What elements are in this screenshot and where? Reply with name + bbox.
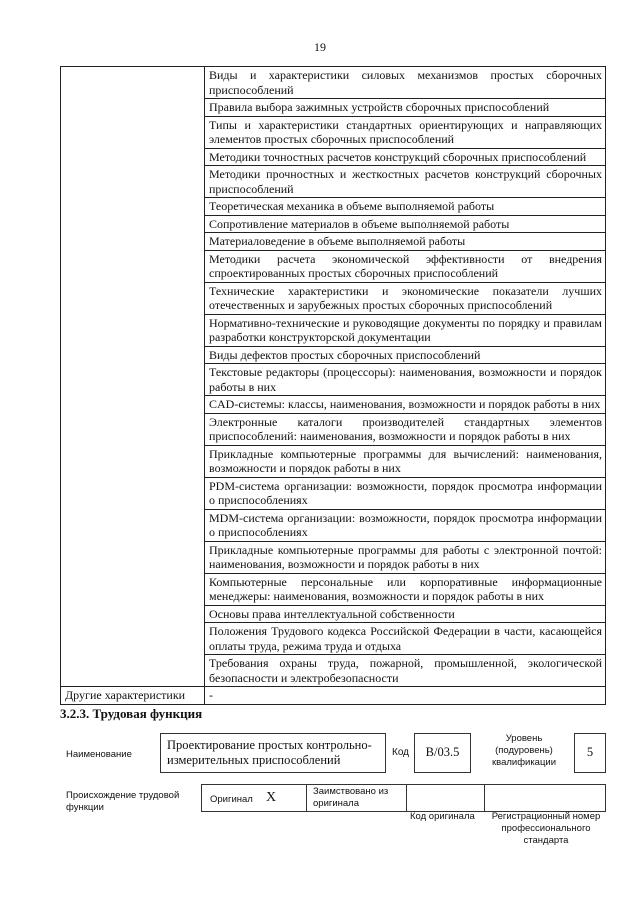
knowledge-table <box>60 66 606 705</box>
table-row <box>61 166 606 198</box>
table-row <box>61 314 606 346</box>
knowledge-item: Методики расчета экономической эффективности от внедрения спроектированных простых сборочных приспособлений <box>205 250 606 282</box>
knowledge-item: Типы и характеристики стандартных ориентирующих и направляющих элементов простых сборочных приспособлений <box>205 116 606 148</box>
level-label: Уровень (подуровень) квалификации <box>491 733 557 768</box>
row-label-cell <box>61 314 205 346</box>
knowledge-item: Прикладные компьютерные программы для вычислений: наименования, возможности и порядок работы в них <box>205 445 606 477</box>
other-value: - <box>205 687 606 705</box>
table-row <box>61 541 606 573</box>
knowledge-item: Методики точностных расчетов конструкций сборочных приспособлений <box>205 148 606 166</box>
code-value: B/03.5 <box>425 745 460 759</box>
name-value: Проектирование простых контрольно-измерительных приспособлений <box>167 738 372 767</box>
table-row <box>61 198 606 216</box>
table-row <box>61 396 606 414</box>
knowledge-item: Требования охраны труда, пожарной, промышленной, экологической безопасности и электробезопасности <box>205 655 606 687</box>
table-row <box>61 509 606 541</box>
row-label-cell <box>61 541 205 573</box>
table-row <box>61 215 606 233</box>
row-label-cell <box>61 477 205 509</box>
name-label: Наименование <box>66 749 132 760</box>
row-label-cell <box>61 233 205 251</box>
row-label-cell <box>61 148 205 166</box>
row-label-cell <box>61 573 205 605</box>
row-label-cell <box>61 67 205 99</box>
table-row <box>61 346 606 364</box>
knowledge-item: Виды и характеристики силовых механизмов простых сборочных приспособлений <box>205 67 606 99</box>
knowledge-item: Прикладные компьютерные программы для работы с электронной почтой: наименования, возможности и порядок работы в них <box>205 541 606 573</box>
origin-label: Происхождение трудовой функции <box>66 790 180 813</box>
row-label-cell <box>61 413 205 445</box>
row-label-cell <box>61 116 205 148</box>
row-label-cell <box>61 605 205 623</box>
knowledge-item: CAD-системы: классы, наименования, возможности и порядок работы в них <box>205 396 606 414</box>
table-row <box>61 148 606 166</box>
row-label-cell <box>61 655 205 687</box>
knowledge-item: Компьютерные персональные или корпоративные информационные менеджеры: наименования, возможности и порядок работы в них <box>205 573 606 605</box>
table-row <box>61 445 606 477</box>
knowledge-item: Нормативно-технические и руководящие документы по порядку и правилам разработки конструкторской документации <box>205 314 606 346</box>
row-label-cell <box>61 166 205 198</box>
code-original-label: Код оригинала <box>410 811 475 822</box>
row-label-cell <box>61 396 205 414</box>
row-label-cell <box>61 623 205 655</box>
original-label: Оригинал <box>210 794 253 805</box>
knowledge-item: Правила выбора зажимных устройств сборочных приспособлений <box>205 99 606 117</box>
knowledge-item: Технические характеристики и экономические показатели лучших отечественных и зарубежных простых сборочных приспособлений <box>205 282 606 314</box>
row-label-cell <box>61 198 205 216</box>
table-row <box>61 573 606 605</box>
table-row <box>61 623 606 655</box>
table-row <box>61 250 606 282</box>
knowledge-item: Методики прочностных и жесткостных расчетов конструкций сборочных приспособлений <box>205 166 606 198</box>
knowledge-item: MDM-система организации: возможности, порядок просмотра информации о приспособлениях <box>205 509 606 541</box>
row-label-cell <box>61 282 205 314</box>
name-box <box>160 733 386 773</box>
knowledge-item: Текстовые редакторы (процессоры): наименования, возможности и порядок работы в них <box>205 364 606 396</box>
reg-number-cell <box>484 784 606 812</box>
code-original-cell <box>406 784 485 812</box>
reg-number-label: Регистрационный номер профессионального стандарта <box>491 811 601 846</box>
row-label-cell <box>61 250 205 282</box>
knowledge-item: PDM-система организации: возможности, порядок просмотра информации о приспособлениях <box>205 477 606 509</box>
original-mark: X <box>266 790 277 805</box>
knowledge-item: Основы права интеллектуальной собственности <box>205 605 606 623</box>
knowledge-item: Электронные каталоги производителей стандартных элементов приспособлений: наименования, возможности и порядок работы в них <box>205 413 606 445</box>
level-value: 5 <box>586 745 594 759</box>
row-label-cell <box>61 364 205 396</box>
page-number: 19 <box>314 40 326 54</box>
table-row <box>61 233 606 251</box>
code-label: Код <box>392 747 410 758</box>
knowledge-item: Положения Трудового кодекса Российской Федерации в части, касающейся оплаты труда, режима труда и отдыха <box>205 623 606 655</box>
row-label-cell <box>61 215 205 233</box>
knowledge-item: Материаловедение в объеме выполняемой работы <box>205 233 606 251</box>
other-label: Другие характеристики <box>61 687 205 705</box>
table-row <box>61 364 606 396</box>
borrowed-cell <box>306 784 407 812</box>
row-label-cell <box>61 445 205 477</box>
table-row-other <box>61 687 606 705</box>
code-box <box>414 733 471 773</box>
row-label-cell <box>61 509 205 541</box>
table-row <box>61 99 606 117</box>
table-row <box>61 477 606 509</box>
table-row <box>61 67 606 99</box>
level-box <box>574 733 606 773</box>
original-cell <box>201 784 307 812</box>
borrowed-label: Заимствовано из оригинала <box>313 786 389 809</box>
table-row <box>61 282 606 314</box>
table-row <box>61 116 606 148</box>
table-row <box>61 413 606 445</box>
table-row <box>61 655 606 687</box>
row-label-cell <box>61 99 205 117</box>
knowledge-item: Виды дефектов простых сборочных приспособлений <box>205 346 606 364</box>
knowledge-item: Сопротивление материалов в объеме выполняемой работы <box>205 215 606 233</box>
table-row <box>61 605 606 623</box>
row-label-cell <box>61 346 205 364</box>
knowledge-item: Теоретическая механика в объеме выполняемой работы <box>205 198 606 216</box>
section-title: 3.2.3. Трудовая функция <box>60 706 203 721</box>
